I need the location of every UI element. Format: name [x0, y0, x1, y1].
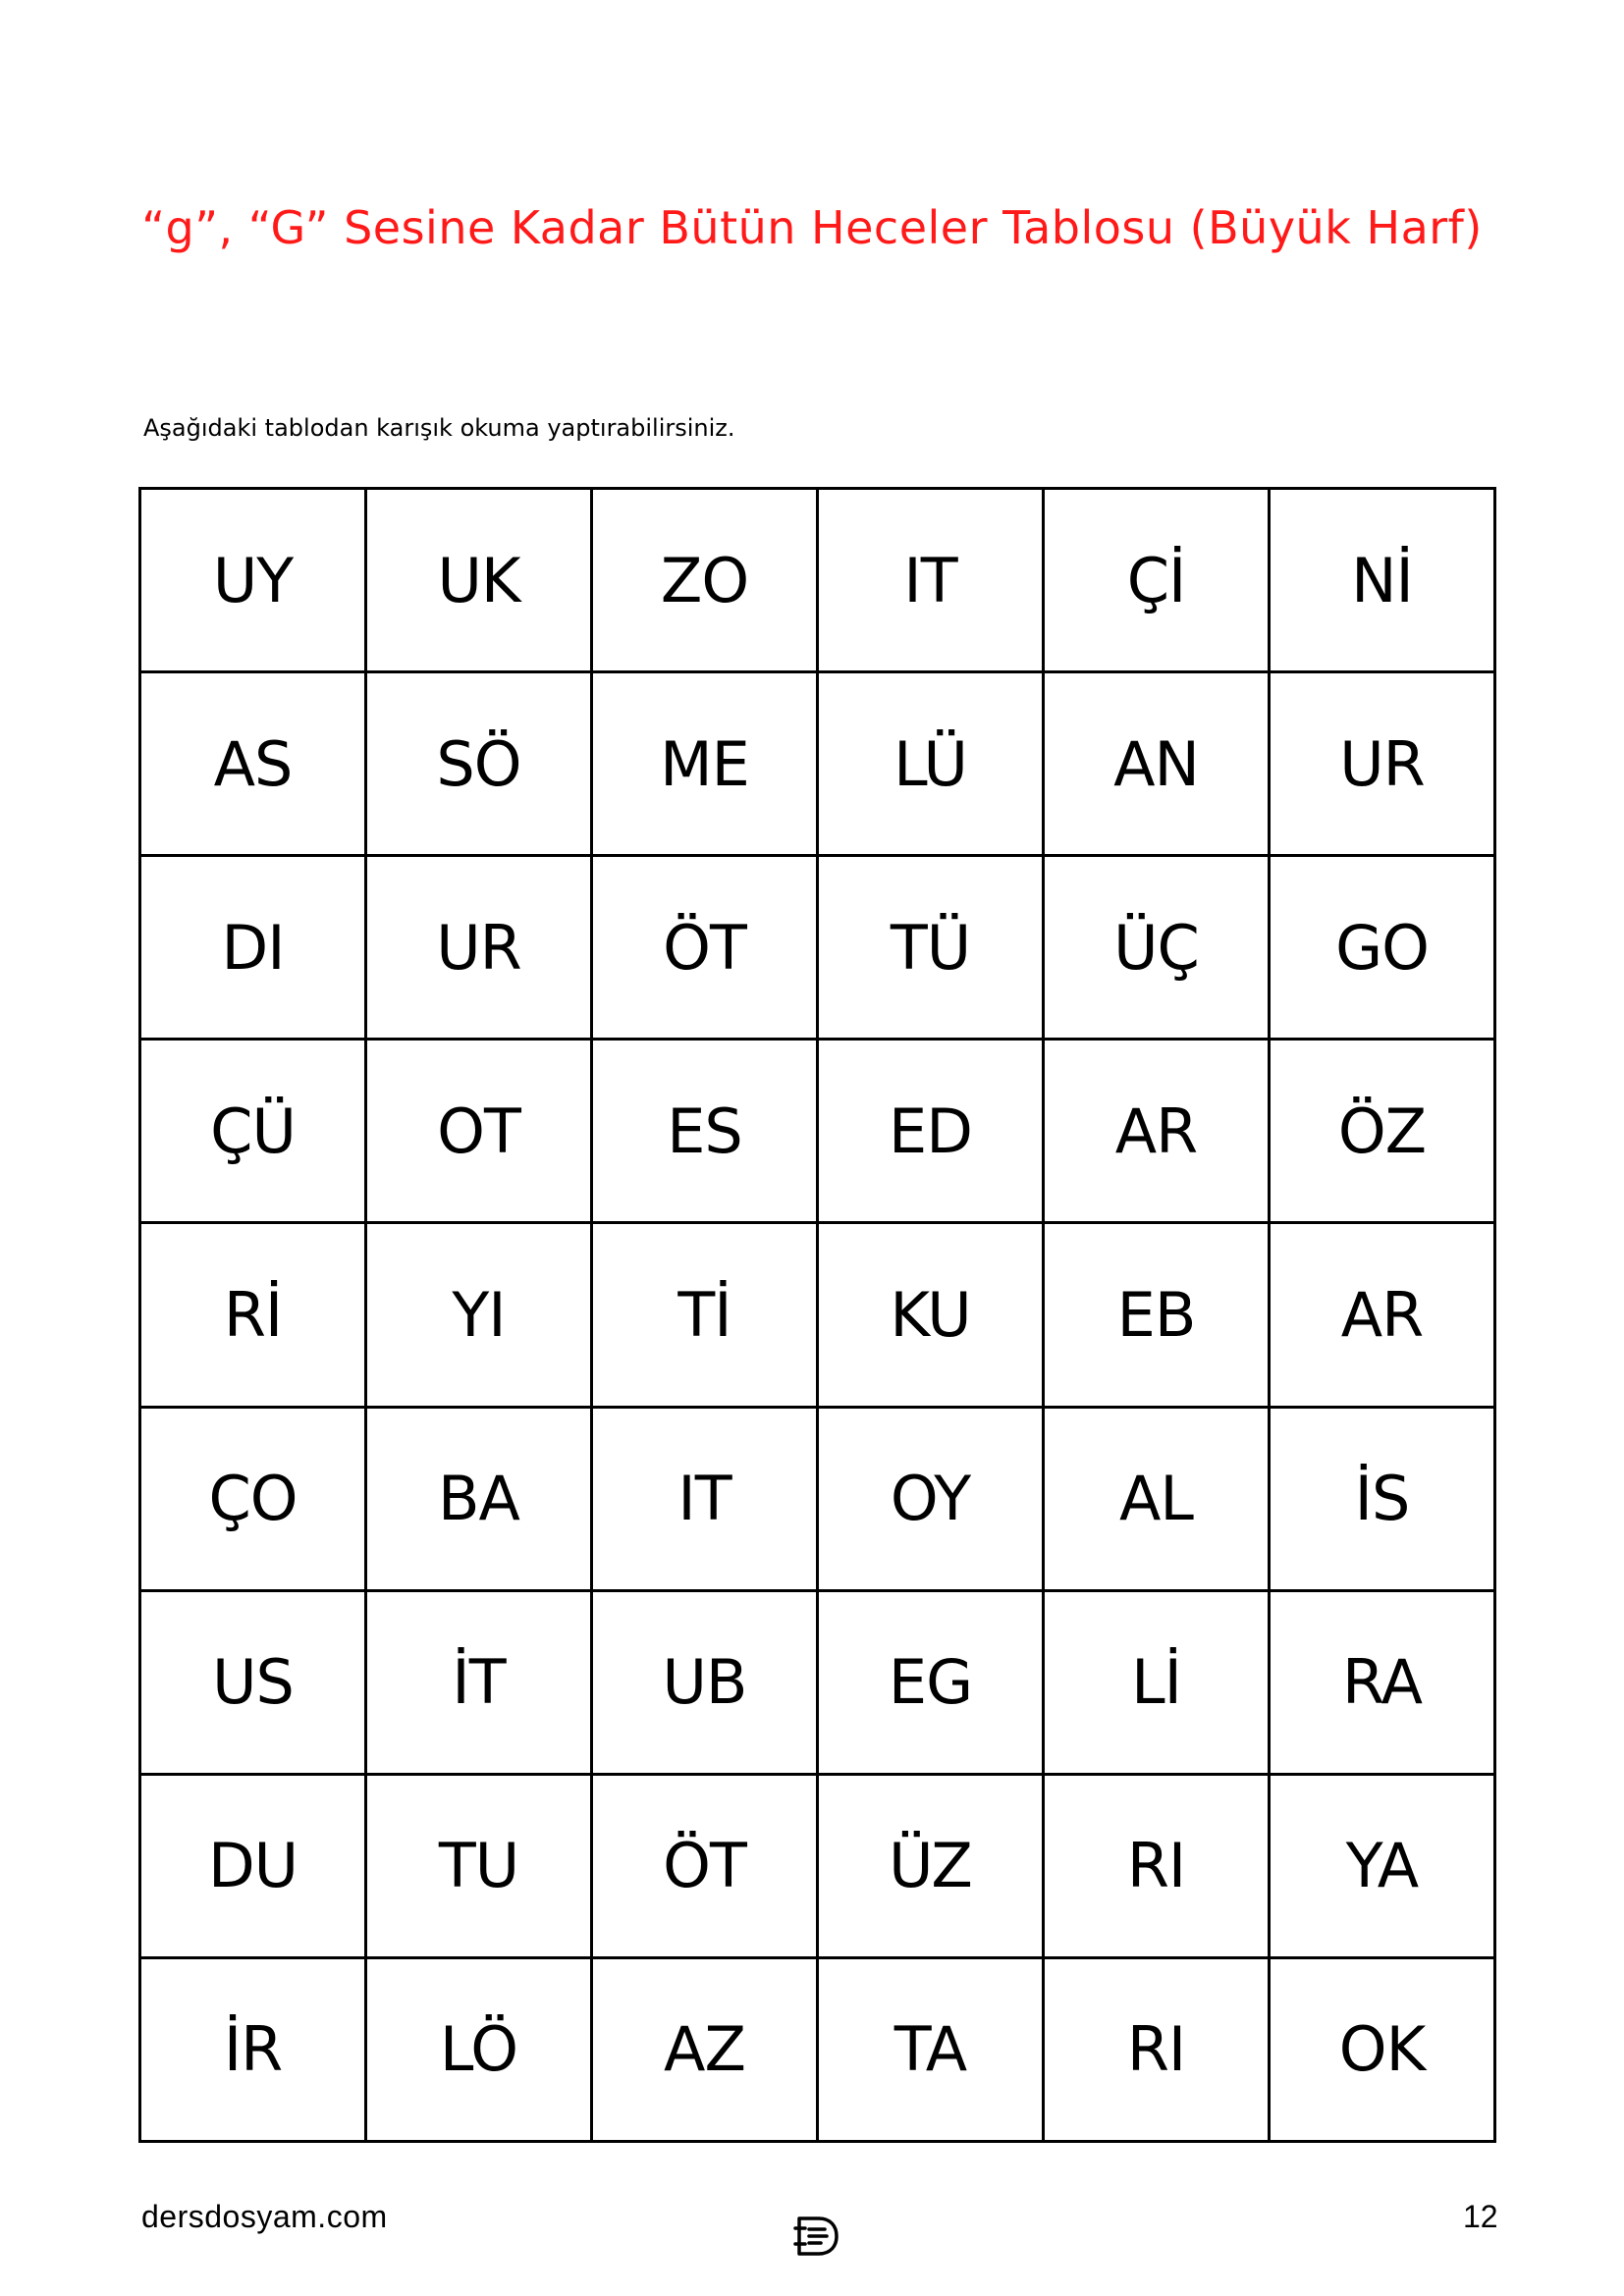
syllable-cell: SÖ — [366, 672, 592, 856]
syllable-cell: DU — [140, 1774, 366, 1957]
syllable-cell: OT — [366, 1040, 592, 1223]
syllable-cell: ME — [592, 672, 818, 856]
syllable-cell: OK — [1270, 1957, 1495, 2141]
instruction-text: Aşağıdaki tablodan karışık okuma yaptırabilirsiniz. — [143, 414, 735, 442]
syllable-cell: BA — [366, 1407, 592, 1590]
syllable-cell: LÜ — [818, 672, 1044, 856]
syllable-table-body — [140, 489, 1495, 2142]
table-row — [140, 1407, 1495, 1590]
table-row — [140, 672, 1495, 856]
syllable-cell: YI — [366, 1223, 592, 1407]
syllable-cell: OY — [818, 1407, 1044, 1590]
table-row — [140, 1223, 1495, 1407]
syllable-cell: AR — [1044, 1040, 1270, 1223]
syllable-cell: YA — [1270, 1774, 1495, 1957]
syllable-cell: EB — [1044, 1223, 1270, 1407]
table-row — [140, 489, 1495, 672]
syllable-cell: EG — [818, 1590, 1044, 1774]
syllable-cell: ÖZ — [1270, 1040, 1495, 1223]
syllable-cell: UY — [140, 489, 366, 672]
syllable-cell: Tİ — [592, 1223, 818, 1407]
syllable-cell: ÜZ — [818, 1774, 1044, 1957]
syllable-cell: US — [140, 1590, 366, 1774]
document-logo-icon — [793, 2215, 840, 2258]
syllable-cell: ÜÇ — [1044, 856, 1270, 1040]
syllable-cell: TU — [366, 1774, 592, 1957]
table-row — [140, 1040, 1495, 1223]
syllable-cell: Çİ — [1044, 489, 1270, 672]
syllable-cell: ES — [592, 1040, 818, 1223]
syllable-cell: IT — [592, 1407, 818, 1590]
syllable-cell: ED — [818, 1040, 1044, 1223]
page-number: 12 — [1463, 2199, 1498, 2234]
syllable-cell: LÖ — [366, 1957, 592, 2141]
syllable-cell: UR — [1270, 672, 1495, 856]
syllable-table — [138, 487, 1496, 2143]
syllable-cell: İT — [366, 1590, 592, 1774]
syllable-cell: UK — [366, 489, 592, 672]
syllable-cell: ÖT — [592, 856, 818, 1040]
syllable-cell: AS — [140, 672, 366, 856]
syllable-cell: İS — [1270, 1407, 1495, 1590]
syllable-cell: RI — [1044, 1774, 1270, 1957]
syllable-cell: ÇÜ — [140, 1040, 366, 1223]
syllable-cell: AR — [1270, 1223, 1495, 1407]
syllable-cell: DI — [140, 856, 366, 1040]
syllable-cell: AZ — [592, 1957, 818, 2141]
syllable-cell: TA — [818, 1957, 1044, 2141]
syllable-cell: Nİ — [1270, 489, 1495, 672]
syllable-cell: UR — [366, 856, 592, 1040]
table-row — [140, 1590, 1495, 1774]
syllable-cell: IT — [818, 489, 1044, 672]
syllable-cell: ÇO — [140, 1407, 366, 1590]
syllable-cell: ZO — [592, 489, 818, 672]
syllable-cell: RI — [1044, 1957, 1270, 2141]
footer-site-link[interactable]: dersdosyam.com — [141, 2199, 388, 2234]
table-row — [140, 856, 1495, 1040]
syllable-cell: AN — [1044, 672, 1270, 856]
table-row — [140, 1957, 1495, 2141]
syllable-cell: KU — [818, 1223, 1044, 1407]
syllable-cell: RA — [1270, 1590, 1495, 1774]
page-title: “g”, “G” Sesine Kadar Bütün Heceler Tablosu (Büyük Harf) — [141, 201, 1483, 254]
table-row — [140, 1774, 1495, 1957]
syllable-cell: Rİ — [140, 1223, 366, 1407]
syllable-cell: Lİ — [1044, 1590, 1270, 1774]
syllable-cell: GO — [1270, 856, 1495, 1040]
syllable-cell: ÖT — [592, 1774, 818, 1957]
syllable-cell: İR — [140, 1957, 366, 2141]
syllable-cell: AL — [1044, 1407, 1270, 1590]
syllable-cell: UB — [592, 1590, 818, 1774]
syllable-cell: TÜ — [818, 856, 1044, 1040]
